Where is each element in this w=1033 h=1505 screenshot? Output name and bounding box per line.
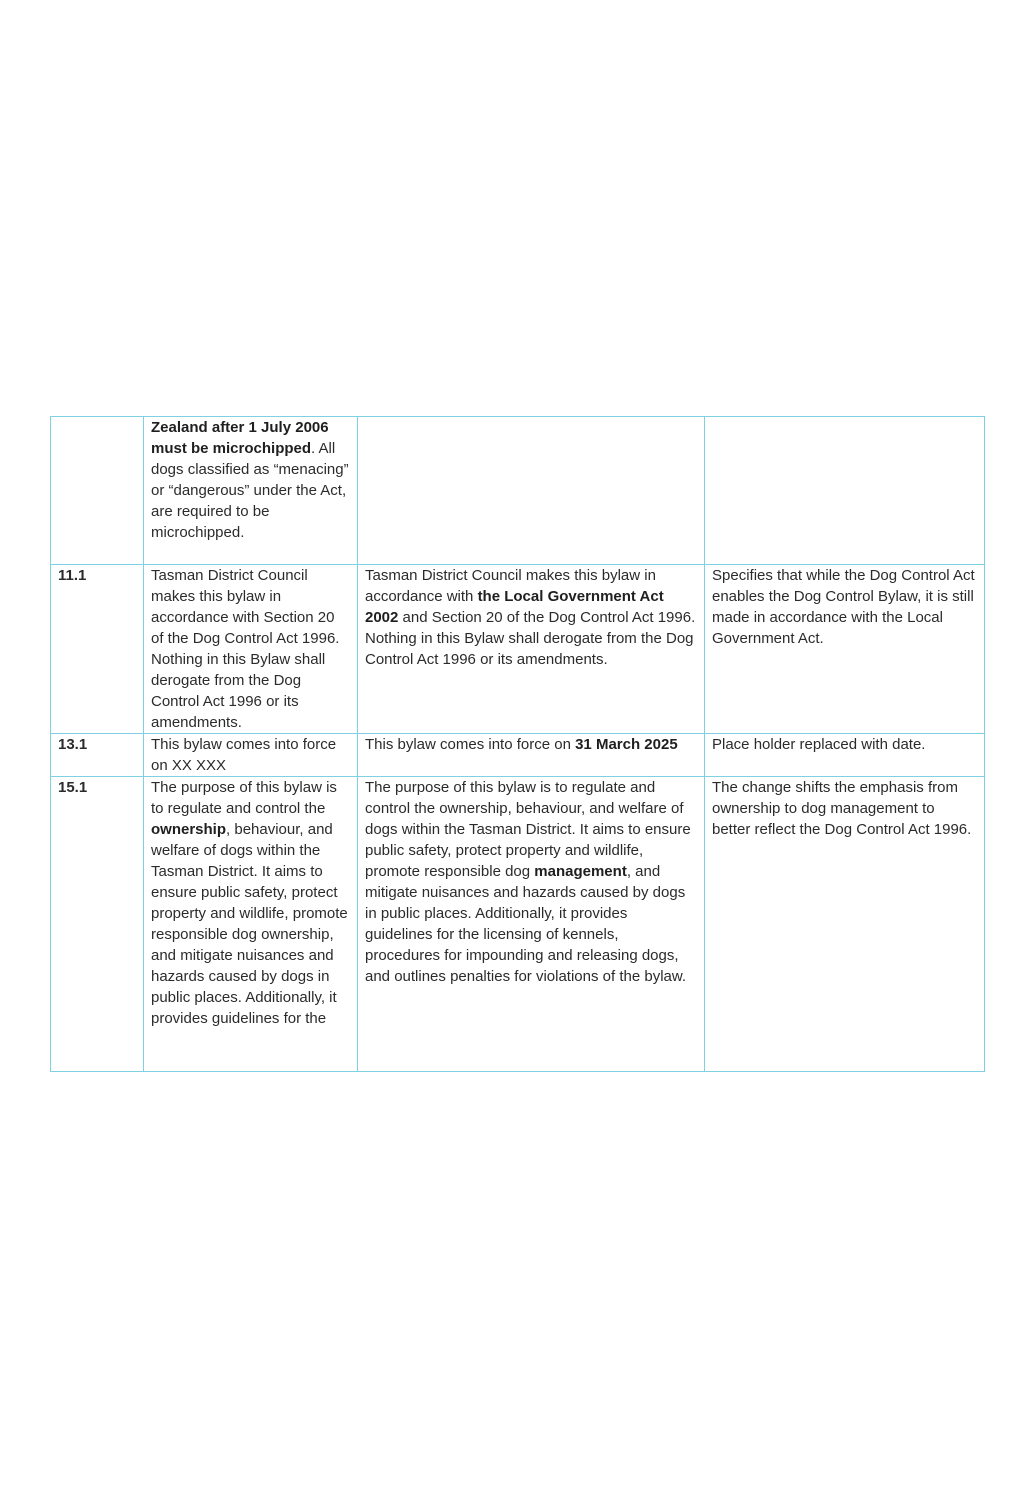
- explanation-cell: The change shifts the emphasis from ownership to dog management to better reflect the Dog Control Act 1996.: [705, 777, 985, 1072]
- bold-text: management: [534, 863, 627, 880]
- text-span: and Section 20 of the Dog Control Act 1996. Nothing in this Bylaw shall derogate from the Dog Control Act 1996 or its amendments.: [365, 609, 696, 668]
- text-span: , and mitigate nuisances and hazards caused by dogs in public places. Additionally, it provides guidelines for the licensing of kennels, procedures for impounding and releasing dogs, and outlines penalties for violations of the bylaw.: [365, 863, 687, 985]
- clause-number-cell: 11.1: [51, 565, 144, 734]
- text-span: The purpose of this bylaw is to regulate and control the: [151, 779, 337, 817]
- original-text-cell: Tasman District Council makes this bylaw in accordance with Section 20 of the Dog Control Act 1996. Nothing in this Bylaw shall derogate from the Dog Control Act 1996 or its amendments.: [144, 565, 358, 734]
- clause-number-cell: 13.1: [51, 734, 144, 777]
- proposed-text-cell: [358, 734, 705, 777]
- bold-text: the Local Government Act 2002: [365, 588, 664, 626]
- bold-text: 31 March 2025: [575, 736, 678, 753]
- text-span: . All dogs classified as “menacing” or “dangerous” under the Act, are required to be microchipped.: [151, 440, 349, 541]
- text-span: Tasman District Council makes this bylaw in accordance with: [365, 567, 656, 605]
- explanation-cell: Place holder replaced with date.: [705, 734, 985, 777]
- clause-number-cell: [51, 417, 144, 565]
- bylaw-amendments-table: [50, 416, 985, 1072]
- explanation-cell: Specifies that while the Dog Control Act enables the Dog Control Bylaw, it is still made in accordance with the Local Government Act.: [705, 565, 985, 734]
- proposed-text-cell: [358, 777, 705, 1072]
- table-row: [51, 417, 985, 565]
- clause-number-cell: 15.1: [51, 777, 144, 1072]
- proposed-text-cell: [358, 417, 705, 565]
- text-span: , behaviour, and welfare of dogs within the Tasman District. It aims to ensure public safety, protect property and wildlife, promote responsible dog ownership, and mitigate nuisances and hazards caused by dogs in public places. Additionally, it provides guidelines for the: [151, 821, 348, 1027]
- table-row: [51, 734, 985, 777]
- explanation-cell: [705, 417, 985, 565]
- original-text-cell: This bylaw comes into force on XX XXX: [144, 734, 358, 777]
- table-row: [51, 777, 985, 1072]
- text-span: The purpose of this bylaw is to regulate and control the ownership, behaviour, and welfare of dogs within the Tasman District. It aims to ensure public safety, protect property and wildlife, promote responsible dog: [365, 779, 691, 880]
- table-row: [51, 565, 985, 734]
- bold-text: ownership: [151, 821, 227, 838]
- bold-text: Zealand after 1 July 2006 must be microchipped: [151, 419, 329, 457]
- proposed-text-cell: [358, 565, 705, 734]
- original-text-cell: [144, 777, 358, 1072]
- original-text-cell: [144, 417, 358, 565]
- text-span: This bylaw comes into force on: [365, 736, 576, 753]
